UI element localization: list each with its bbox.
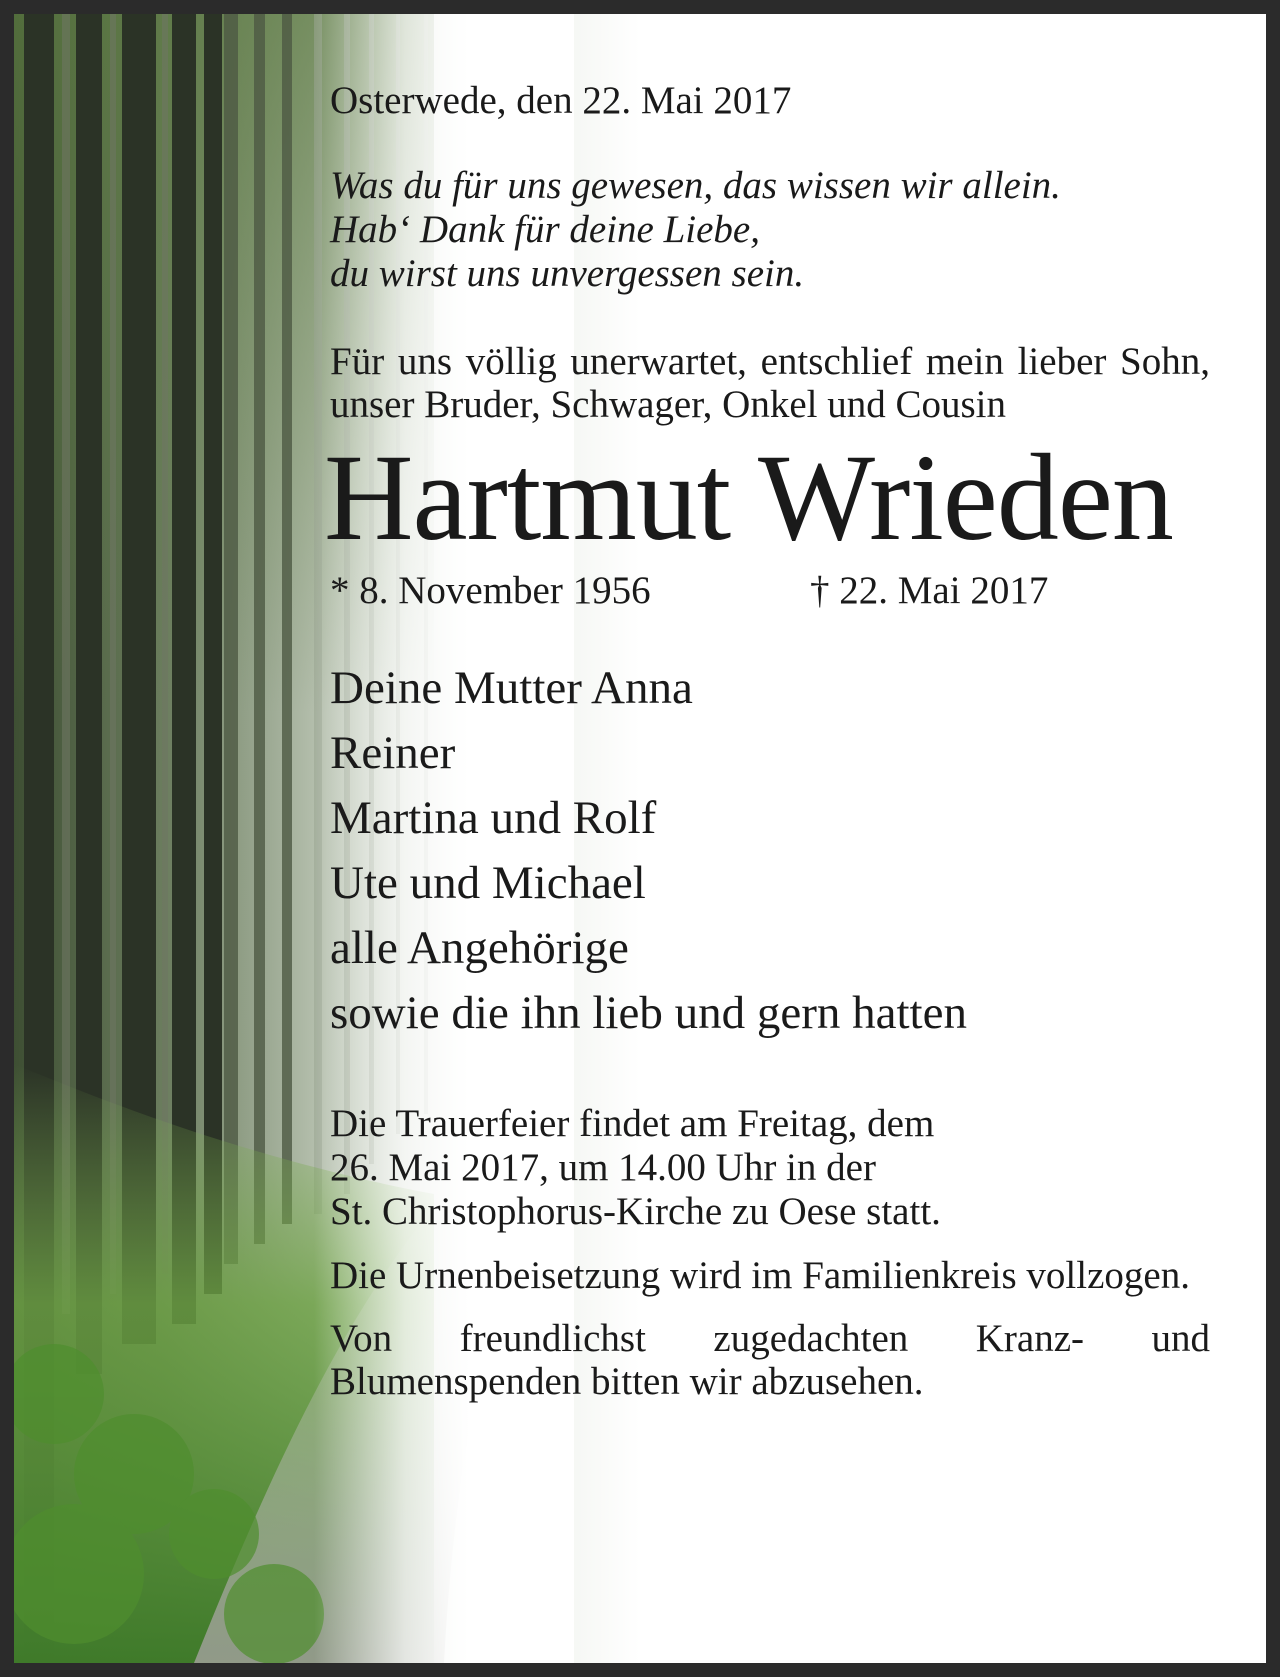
verse-line: Was du für uns gewesen, das wissen wir allein.	[330, 164, 1061, 207]
urn-burial-note: Die Urnenbeisetzung wird im Familienkreis vollzogen.	[330, 1254, 1190, 1297]
service-line: Die Trauerfeier findet am Freitag, dem	[330, 1102, 935, 1145]
service-line: St. Christophorus-Kirche zu Oese statt.	[330, 1190, 941, 1233]
flowers-note: Von freundlichst zugedachten Kranz- und Blumenspenden bitten wir abzusehen.	[330, 1317, 1210, 1403]
intro-text: Für uns völlig unerwartet, entschlief mein lieber Sohn, unser Bruder, Schwager, Onkel und Cousin	[330, 340, 1210, 426]
mourner: Martina und Rolf	[330, 792, 657, 844]
verse-line: du wirst uns unvergessen sein.	[330, 252, 805, 295]
life-dates	[330, 568, 1210, 614]
mourner: sowie die ihn lieb und gern hatten	[330, 987, 967, 1039]
place-date: Osterwede, den 22. Mai 2017	[330, 79, 792, 122]
mourner: Deine Mutter Anna	[330, 662, 693, 714]
birth-date: * 8. November 1956	[330, 569, 651, 612]
death-date: † 22. Mai 2017	[810, 569, 1049, 612]
service-line: 26. Mai 2017, um 14.00 Uhr in der	[330, 1146, 876, 1189]
memorial-verse	[330, 164, 1210, 296]
mourners-list	[330, 656, 1210, 1046]
mourner: Ute und Michael	[330, 857, 646, 909]
verse-line: Hab‘ Dank für deine Liebe,	[330, 208, 760, 251]
deceased-name: Hartmut Wrieden	[324, 429, 1173, 566]
mourner: Reiner	[330, 727, 456, 779]
mourner: alle Angehörige	[330, 922, 629, 974]
obituary-text	[324, 78, 1210, 1403]
funeral-service-info	[330, 1102, 1210, 1234]
